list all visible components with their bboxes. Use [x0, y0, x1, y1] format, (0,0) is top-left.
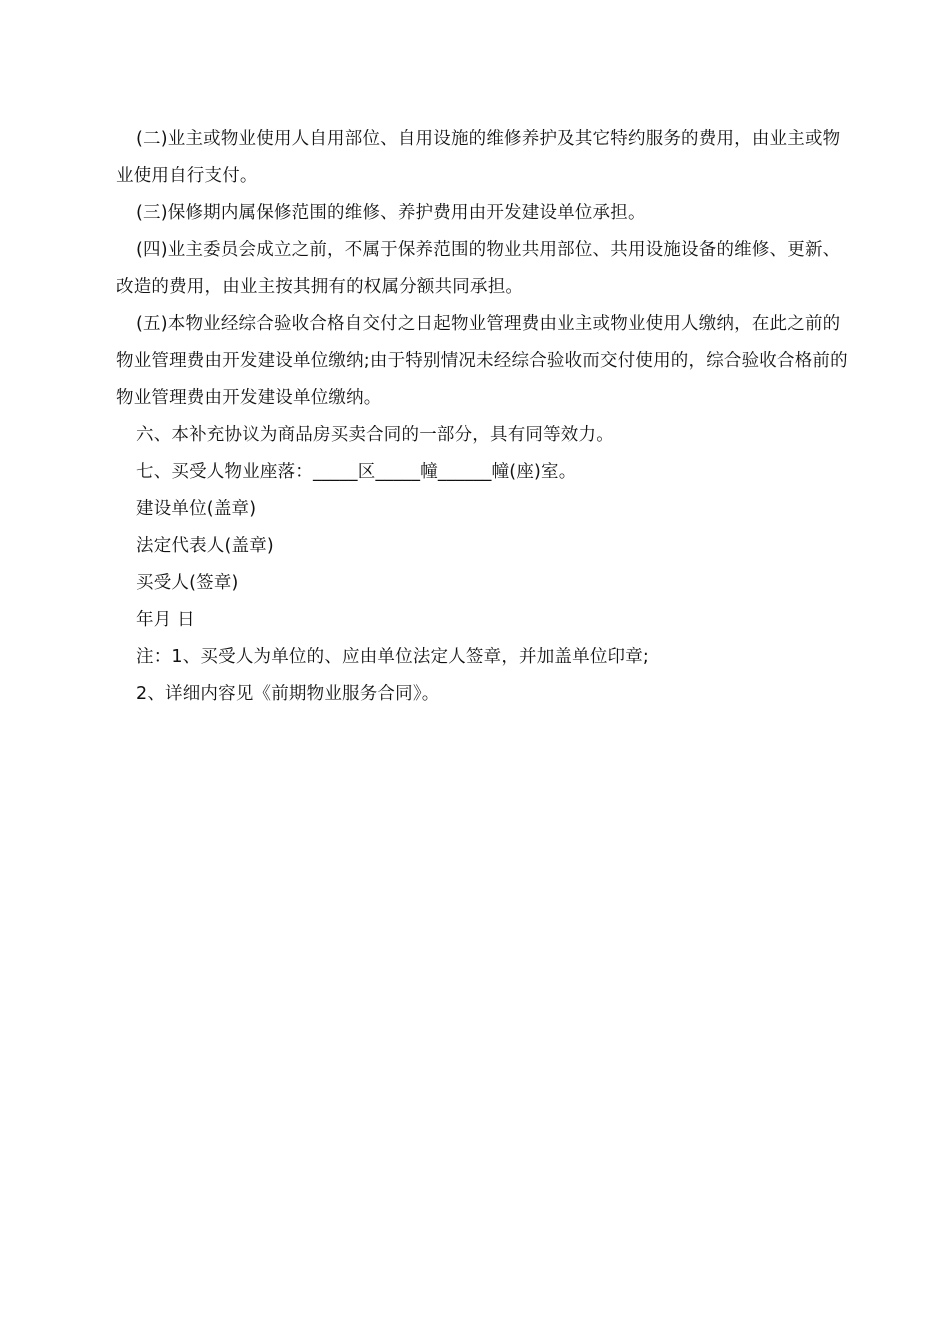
- clause-six: 六、本补充协议为商品房买卖合同的一部分，具有同等效力。: [136, 425, 614, 445]
- document-body: [116, 121, 856, 713]
- note-one: 注：1、买受人为单位的、应由单位法定人签章，并加盖单位印章;: [136, 647, 650, 667]
- note-two: 2、详细内容见《前期物业服务合同》。: [136, 684, 440, 704]
- signature-legal-representative: 法定代表人(盖章): [136, 536, 274, 556]
- clause-seven-property-location: 七、买受人物业座落：_____区_____幢______幢(座)室。: [136, 462, 577, 482]
- signature-buyer: 买受人(签章): [136, 573, 239, 593]
- paragraph-management-fee: (五)本物业经综合验收合格自交付之日起物业管理费由业主或物业使用人缴纳，在此之前的物业管理费由开发建设单位缴纳;由于特别情况未经综合验收而交付使用的，综合验收合格前的物业管理费由开发建设单位缴纳。: [116, 314, 848, 408]
- paragraph-warranty: (三)保修期内属保修范围的维修、养护费用由开发建设单位承担。: [136, 203, 646, 223]
- signature-developer: 建设单位(盖章): [136, 499, 257, 519]
- paragraph-before-committee: (四)业主委员会成立之前，不属于保养范围的物业共用部位、共用设施设备的维修、更新、改造的费用，由业主按其拥有的权属分额共同承担。: [116, 240, 841, 297]
- date-line: 年月 日: [136, 610, 195, 630]
- paragraph-maintenance-self-use: (二)业主或物业使用人自用部位、自用设施的维修养护及其它特约服务的费用，由业主或物业使用自行支付。: [116, 129, 841, 186]
